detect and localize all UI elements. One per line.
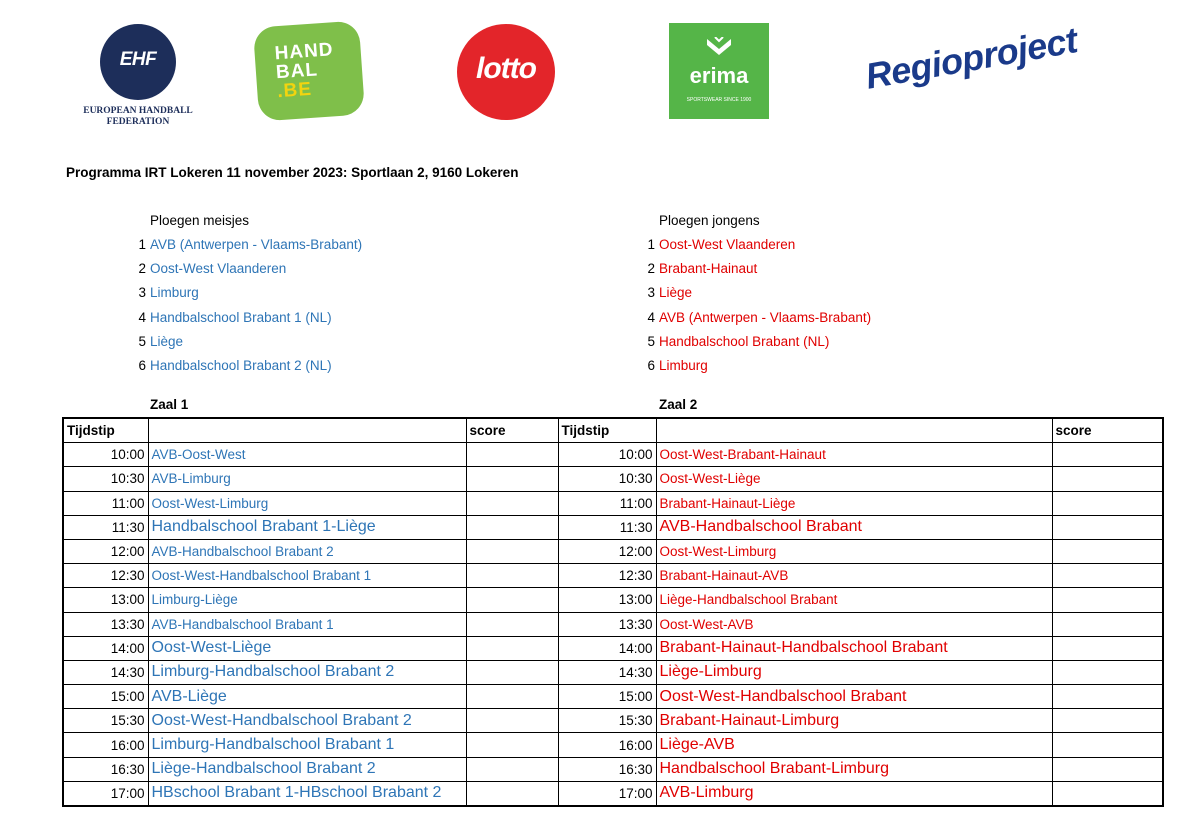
ehf-logo-text: EHF	[119, 49, 157, 70]
time-cell-zaal1: 12:00	[63, 539, 148, 563]
handbal-be-logo-text	[274, 40, 337, 101]
lotto-logo-text: lotto	[476, 52, 536, 85]
zaal-1-heading: Zaal 1	[150, 397, 189, 412]
score-cell-zaal1[interactable]	[466, 660, 558, 684]
match-cell-zaal2: Handbalschool Brabant-Limburg	[656, 757, 1052, 781]
girls-team-name: AVB (Antwerpen - Vlaams-Brabant)	[150, 237, 363, 252]
girls-team-name: Oost-West Vlaanderen	[150, 261, 287, 277]
score-cell-zaal1[interactable]	[466, 781, 558, 806]
match-cell-zaal1: Oost-West-Limburg	[148, 491, 466, 515]
score-cell-zaal2[interactable]	[1052, 685, 1163, 709]
match-cell-zaal1: HBschool Brabant 1-HBschool Brabant 2	[148, 781, 466, 806]
girls-team-number: 1	[138, 237, 146, 252]
col-header-score-zaal2: score	[1052, 418, 1163, 443]
time-cell-zaal2: 11:00	[558, 491, 656, 515]
score-cell-zaal2[interactable]	[1052, 612, 1163, 636]
score-cell-zaal2[interactable]	[1052, 733, 1163, 757]
time-cell-zaal1: 13:00	[63, 588, 148, 612]
table-row	[63, 733, 1163, 757]
score-cell-zaal1[interactable]	[466, 564, 558, 588]
score-cell-zaal1[interactable]	[466, 491, 558, 515]
boys-team-name: Oost-West Vlaanderen	[659, 237, 796, 252]
match-cell-zaal1: AVB-Handbalschool Brabant 2	[148, 539, 466, 563]
score-cell-zaal2[interactable]	[1052, 781, 1163, 806]
erima-wing-icon	[706, 37, 732, 59]
boys-team-number: 6	[647, 358, 655, 373]
score-cell-zaal2[interactable]	[1052, 588, 1163, 612]
girls-team-number: 2	[138, 261, 146, 277]
table-row	[63, 685, 1163, 709]
score-cell-zaal2[interactable]	[1052, 636, 1163, 660]
time-cell-zaal2: 16:00	[558, 733, 656, 757]
girls-team-name: Liège	[150, 333, 184, 349]
table-row	[63, 781, 1163, 806]
match-cell-zaal1: Limburg-Liège	[148, 588, 466, 612]
score-cell-zaal2[interactable]	[1052, 539, 1163, 563]
time-cell-zaal1: 10:00	[63, 443, 148, 467]
time-cell-zaal2: 15:30	[558, 709, 656, 733]
score-cell-zaal2[interactable]	[1052, 491, 1163, 515]
match-cell-zaal2: Oost-West-Brabant-Hainaut	[656, 443, 1052, 467]
table-row	[63, 564, 1163, 588]
erima-logo	[669, 23, 769, 119]
schedule-table	[62, 417, 1164, 807]
match-cell-zaal2: Oost-West-Handbalschool Brabant	[656, 685, 1052, 709]
time-cell-zaal2: 10:30	[558, 467, 656, 491]
time-cell-zaal1: 11:00	[63, 491, 148, 515]
match-cell-zaal2: Liège-Limburg	[656, 660, 1052, 684]
handbal-be-logo	[253, 20, 365, 121]
score-cell-zaal2[interactable]	[1052, 660, 1163, 684]
score-cell-zaal1[interactable]	[466, 588, 558, 612]
time-cell-zaal2: 15:00	[558, 685, 656, 709]
table-row	[63, 539, 1163, 563]
time-cell-zaal1: 13:30	[63, 612, 148, 636]
boys-team-name: Limburg	[659, 358, 708, 373]
boys-team-number: 5	[647, 333, 655, 349]
score-cell-zaal2[interactable]	[1052, 515, 1163, 539]
girls-team-name: Limburg	[150, 285, 199, 301]
time-cell-zaal1: 15:00	[63, 685, 148, 709]
lotto-logo	[457, 24, 555, 120]
time-cell-zaal1: 11:30	[63, 515, 148, 539]
match-cell-zaal2: Brabant-Hainaut-Handbalschool Brabant	[656, 636, 1052, 660]
col-header-score-zaal1: score	[466, 418, 558, 443]
boys-team-number: 1	[647, 237, 655, 252]
table-row	[63, 612, 1163, 636]
time-cell-zaal2: 10:00	[558, 443, 656, 467]
girls-team-number: 3	[138, 285, 146, 301]
col-header-time-zaal2: Tijdstip	[558, 418, 656, 443]
match-cell-zaal2: Oost-West-Limburg	[656, 539, 1052, 563]
time-cell-zaal1: 17:00	[63, 781, 148, 806]
zaal-2-heading: Zaal 2	[659, 397, 698, 412]
table-row	[63, 515, 1163, 539]
table-row	[63, 660, 1163, 684]
table-row	[63, 491, 1163, 515]
time-cell-zaal2: 16:30	[558, 757, 656, 781]
boys-list-header: Ploegen jongens	[659, 213, 760, 228]
score-cell-zaal2[interactable]	[1052, 709, 1163, 733]
match-cell-zaal2: AVB-Handbalschool Brabant	[656, 515, 1052, 539]
time-cell-zaal2: 13:30	[558, 612, 656, 636]
score-cell-zaal1[interactable]	[466, 757, 558, 781]
boys-team-number: 3	[647, 285, 655, 301]
match-cell-zaal2: AVB-Limburg	[656, 781, 1052, 806]
match-cell-zaal1: Liège-Handbalschool Brabant 2	[148, 757, 466, 781]
score-cell-zaal1[interactable]	[466, 709, 558, 733]
match-cell-zaal2: Oost-West-AVB	[656, 612, 1052, 636]
erima-logo-text: erima	[689, 63, 749, 88]
time-cell-zaal2: 17:00	[558, 781, 656, 806]
score-cell-zaal1[interactable]	[466, 443, 558, 467]
score-cell-zaal1[interactable]	[466, 733, 558, 757]
match-cell-zaal1: AVB-Oost-West	[148, 443, 466, 467]
girls-team-number: 6	[138, 358, 146, 373]
col-header-match-zaal2	[656, 418, 1052, 443]
time-cell-zaal1: 14:00	[63, 636, 148, 660]
match-cell-zaal1: AVB-Limburg	[148, 467, 466, 491]
table-header-row	[63, 418, 1163, 443]
match-cell-zaal2: Oost-West-Liège	[656, 467, 1052, 491]
match-cell-zaal1: Limburg-Handbalschool Brabant 1	[148, 733, 466, 757]
score-cell-zaal1[interactable]	[466, 539, 558, 563]
boys-team-name: Handbalschool Brabant (NL)	[659, 333, 830, 349]
table-row	[63, 709, 1163, 733]
table-row	[63, 467, 1163, 491]
score-cell-zaal2[interactable]	[1052, 757, 1163, 781]
match-cell-zaal2: Brabant-Hainaut-AVB	[656, 564, 1052, 588]
match-cell-zaal1: Oost-West-Handbalschool Brabant 2	[148, 709, 466, 733]
boys-team-list	[639, 213, 1059, 383]
girls-list-header: Ploegen meisjes	[150, 213, 250, 228]
match-cell-zaal1: Handbalschool Brabant 1-Liège	[148, 515, 466, 539]
col-header-match-zaal1	[148, 418, 466, 443]
match-cell-zaal2: Brabant-Hainaut-Limburg	[656, 709, 1052, 733]
col-header-time-zaal1: Tijdstip	[63, 418, 148, 443]
match-cell-zaal2: Liège-Handbalschool Brabant	[656, 588, 1052, 612]
time-cell-zaal2: 12:00	[558, 539, 656, 563]
time-cell-zaal2: 13:00	[558, 588, 656, 612]
boys-team-name: Brabant-Hainaut	[659, 261, 758, 277]
match-cell-zaal1: AVB-Liège	[148, 685, 466, 709]
match-cell-zaal1: Limburg-Handbalschool Brabant 2	[148, 660, 466, 684]
ehf-logo-circle	[100, 24, 176, 100]
time-cell-zaal1: 15:30	[63, 709, 148, 733]
girls-team-number: 5	[138, 333, 146, 349]
girls-team-number: 4	[138, 309, 146, 325]
score-cell-zaal2[interactable]	[1052, 467, 1163, 491]
match-cell-zaal2: Liège-AVB	[656, 733, 1052, 757]
handbal-logo-line3: .BE	[276, 78, 313, 103]
score-cell-zaal1[interactable]	[466, 467, 558, 491]
score-cell-zaal2[interactable]	[1052, 564, 1163, 588]
match-cell-zaal1: Oost-West-Liège	[148, 636, 466, 660]
time-cell-zaal1: 14:30	[63, 660, 148, 684]
regioproject-logo: Regioproject	[862, 19, 1081, 97]
page-title: Programma IRT Lokeren 11 november 2023: Sportlaan 2, 9160 Lokeren	[66, 165, 519, 180]
handbal-logo-line2: BAL	[275, 59, 319, 84]
table-row	[63, 443, 1163, 467]
time-cell-zaal1: 10:30	[63, 467, 148, 491]
match-cell-zaal1: Oost-West-Handbalschool Brabant 1	[148, 564, 466, 588]
table-row	[63, 636, 1163, 660]
score-cell-zaal1[interactable]	[466, 636, 558, 660]
table-row	[63, 588, 1163, 612]
boys-team-number: 4	[647, 309, 655, 325]
girls-team-list	[130, 213, 550, 383]
time-cell-zaal2: 11:30	[558, 515, 656, 539]
time-cell-zaal1: 16:30	[63, 757, 148, 781]
erima-logo-caption: SPORTSWEAR SINCE 1900	[686, 97, 752, 103]
match-cell-zaal2: Brabant-Hainaut-Liège	[656, 491, 1052, 515]
time-cell-zaal2: 12:30	[558, 564, 656, 588]
score-cell-zaal1[interactable]	[466, 612, 558, 636]
handbal-logo-line1: HAND	[273, 39, 335, 65]
boys-team-name: Liège	[659, 285, 693, 301]
ehf-logo-caption: EUROPEAN HANDBALL FEDERATION	[83, 106, 193, 127]
score-cell-zaal1[interactable]	[466, 685, 558, 709]
table-row	[63, 757, 1163, 781]
boys-team-name: AVB (Antwerpen - Vlaams-Brabant)	[659, 309, 872, 325]
match-cell-zaal1: AVB-Handbalschool Brabant 1	[148, 612, 466, 636]
time-cell-zaal2: 14:00	[558, 636, 656, 660]
girls-team-name: Handbalschool Brabant 1 (NL)	[150, 309, 332, 325]
boys-team-number: 2	[647, 261, 655, 277]
time-cell-zaal2: 14:30	[558, 660, 656, 684]
time-cell-zaal1: 16:00	[63, 733, 148, 757]
time-cell-zaal1: 12:30	[63, 564, 148, 588]
score-cell-zaal2[interactable]	[1052, 443, 1163, 467]
score-cell-zaal1[interactable]	[466, 515, 558, 539]
girls-team-name: Handbalschool Brabant 2 (NL)	[150, 358, 332, 373]
